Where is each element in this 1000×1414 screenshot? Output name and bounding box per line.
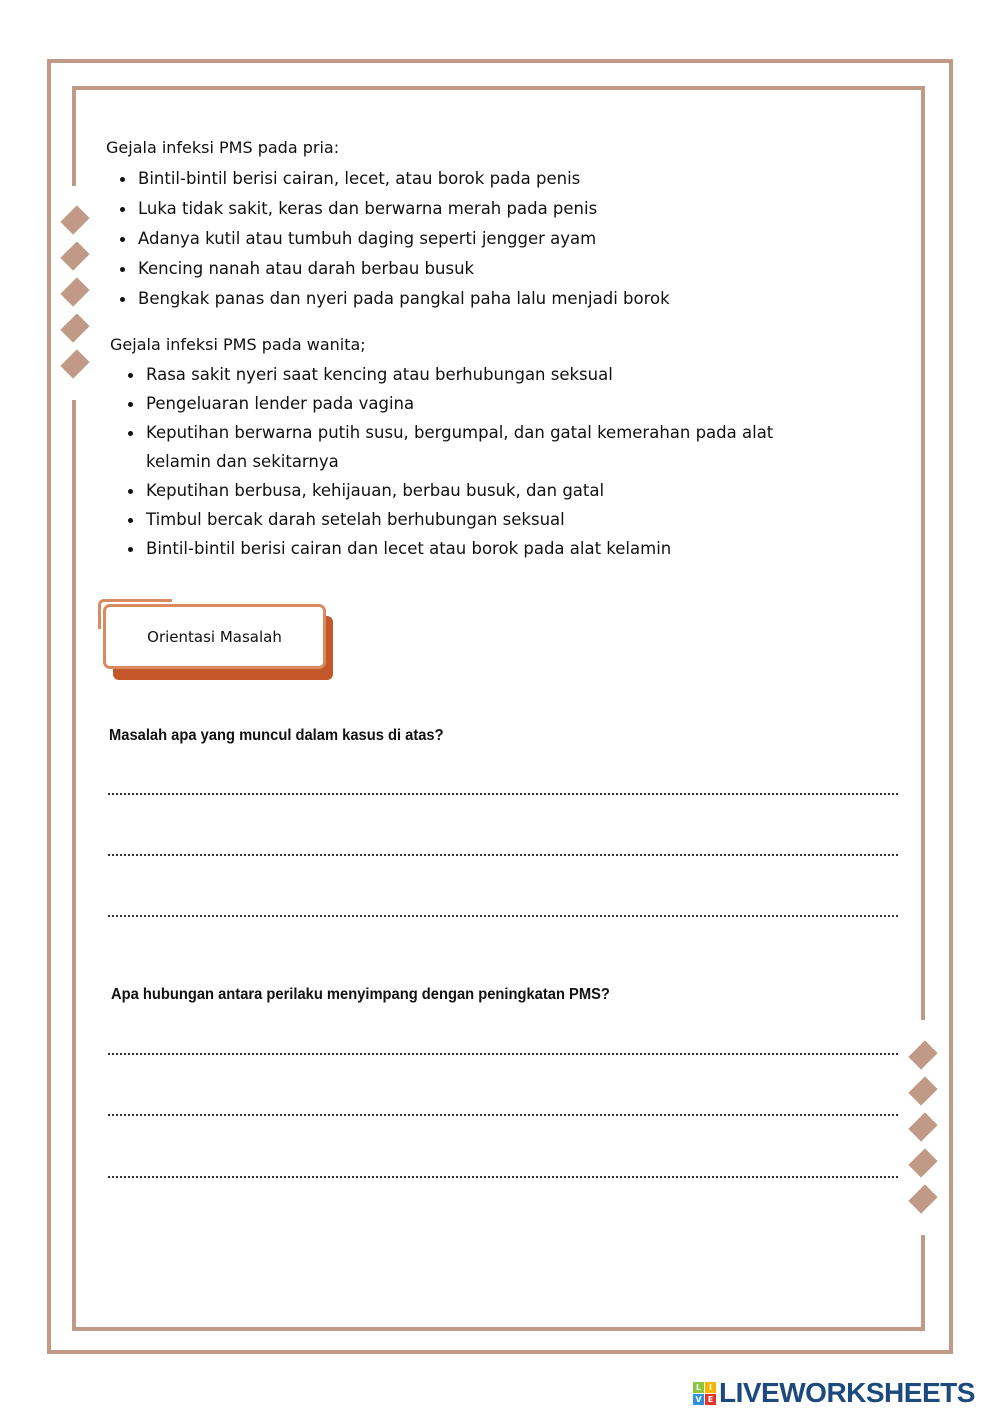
liveworksheets-logo	[693, 1377, 975, 1409]
question-2: Apa hubungan antara perilaku menyimpang dengan peningkatan PMS?	[111, 986, 610, 1003]
diamond-icon	[908, 1112, 937, 1141]
diamond-icon	[908, 1148, 937, 1177]
diamond-icon	[60, 277, 89, 306]
list-item: Bintil-bintil berisi cairan, lecet, atau borok pada penis	[138, 164, 670, 194]
answer-1-line-2[interactable]	[108, 832, 898, 856]
answer-1-line-3[interactable]	[108, 893, 898, 917]
diamond-icon	[60, 313, 89, 342]
answer-2-line-1[interactable]	[108, 1031, 898, 1055]
list-item: Kencing nanah atau darah berbau busuk	[138, 254, 670, 284]
list-item: Rasa sakit nyeri saat kencing atau berhubungan seksual	[146, 360, 806, 389]
answer-1-line-1[interactable]	[108, 771, 898, 795]
live-logo-icon: L I V E	[693, 1382, 716, 1405]
list-item: Bintil-bintil berisi cairan dan lecet atau borok pada alat kelamin	[146, 534, 806, 563]
list-item: Keputihan berwarna putih susu, bergumpal, dan gatal kemerahan pada alat kelamin dan sekitarnya	[146, 418, 806, 476]
logo-text: LIVEWORKSHEETS	[719, 1377, 975, 1408]
diamond-icon	[908, 1184, 937, 1213]
answer-2-line-2[interactable]	[108, 1092, 898, 1116]
men-symptoms-list	[138, 164, 670, 314]
list-item: Bengkak panas dan nyeri pada pangkal paha lalu menjadi borok	[138, 284, 670, 314]
question-1: Masalah apa yang muncul dalam kasus di atas?	[109, 727, 444, 744]
diamond-icon	[60, 241, 89, 270]
diamond-icon	[908, 1076, 937, 1105]
answer-2-line-3[interactable]	[108, 1154, 898, 1178]
women-symptoms-title: Gejala infeksi PMS pada wanita;	[110, 335, 366, 354]
list-item: Adanya kutil atau tumbuh daging seperti jengger ayam	[138, 224, 670, 254]
diamond-icon	[908, 1040, 937, 1069]
diamond-icon	[60, 349, 89, 378]
list-item: Pengeluaran lender pada vagina	[146, 389, 806, 418]
diamond-icon	[60, 205, 89, 234]
women-symptoms-list	[146, 360, 806, 563]
men-symptoms-title: Gejala infeksi PMS pada pria:	[106, 138, 340, 157]
list-item: Luka tidak sakit, keras dan berwarna merah pada penis	[138, 194, 670, 224]
section-label: Orientasi Masalah	[147, 627, 282, 646]
list-item: Timbul bercak darah setelah berhubungan seksual	[146, 505, 806, 534]
list-item: Keputihan berbusa, kehijauan, berbau busuk, dan gatal	[146, 476, 806, 505]
